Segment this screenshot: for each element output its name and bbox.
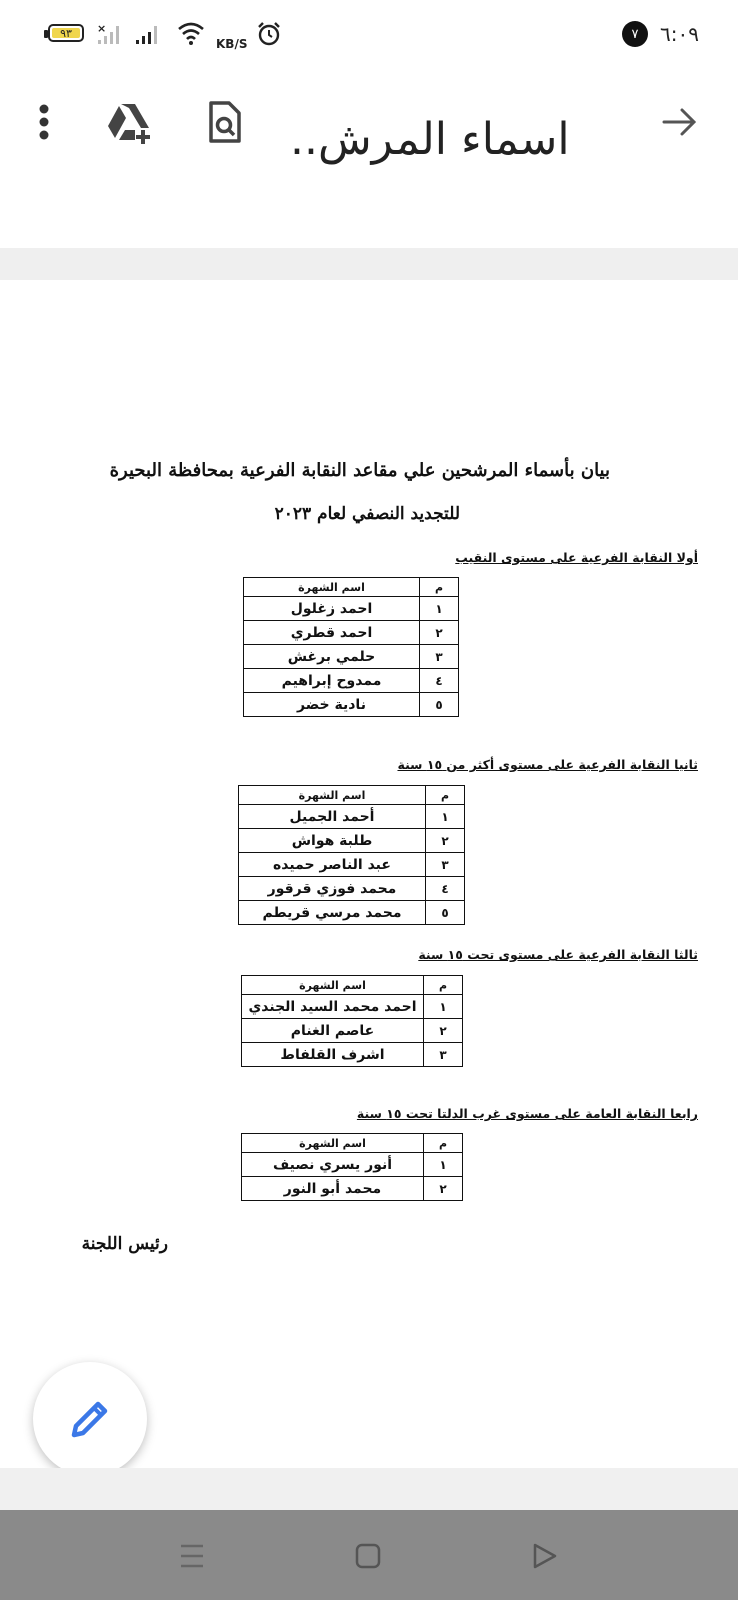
table-row bbox=[242, 1153, 463, 1177]
back-icon bbox=[529, 1541, 559, 1571]
toolbar-divider bbox=[0, 248, 738, 280]
candidates-table-2 bbox=[238, 785, 465, 925]
recent-apps-icon bbox=[177, 1541, 207, 1571]
alarm-icon bbox=[256, 21, 282, 47]
section-title-4: رابعا النقابة العامة على مستوى غرب الدلتا تحت ١٥ سنة bbox=[356, 1106, 698, 1121]
document-bottom-margin bbox=[0, 1468, 738, 1510]
candidates-table-4 bbox=[241, 1133, 463, 1201]
col-header-num: م bbox=[424, 1134, 463, 1153]
col-header-name: اسم الشهرة bbox=[242, 1134, 424, 1153]
table-row bbox=[242, 995, 463, 1019]
section-title-1: أولا النقابة الفرعية على مستوى النقيب bbox=[455, 550, 698, 565]
forward-button[interactable] bbox=[660, 104, 700, 140]
no-sim-signal-icon bbox=[96, 22, 126, 46]
table-header-row bbox=[239, 786, 465, 805]
status-bar bbox=[0, 0, 738, 66]
col-header-name: اسم الشهرة bbox=[242, 976, 424, 995]
row-num: ٣ bbox=[424, 1043, 463, 1067]
back-button[interactable] bbox=[520, 1532, 568, 1580]
candidate-name: احمد محمد السيد الجندي bbox=[242, 995, 424, 1019]
row-num: ٣ bbox=[420, 645, 459, 669]
row-num: ٤ bbox=[420, 669, 459, 693]
table-row bbox=[239, 853, 465, 877]
candidate-name: احمد زغلول bbox=[244, 597, 420, 621]
candidate-name: محمد مرسي قريطم bbox=[239, 901, 426, 925]
table-row bbox=[239, 901, 465, 925]
candidate-name: عبد الناصر حميده bbox=[239, 853, 426, 877]
battery-indicator bbox=[48, 24, 84, 42]
add-to-drive-button[interactable] bbox=[104, 98, 156, 146]
table-header-row bbox=[242, 1134, 463, 1153]
recent-apps-button[interactable] bbox=[168, 1532, 216, 1580]
col-header-num: م bbox=[424, 976, 463, 995]
committee-chair-signature: رئيس اللجنة bbox=[81, 1234, 168, 1254]
table-header-row bbox=[244, 578, 459, 597]
table-row bbox=[244, 693, 459, 717]
candidates-table-3 bbox=[241, 975, 463, 1067]
document-heading: بيان بأسماء المرشحين علي مقاعد النقابة الفرعية بمحافظة البحيرة bbox=[109, 460, 610, 481]
more-options-button[interactable] bbox=[28, 102, 60, 142]
col-header-num: م bbox=[420, 578, 459, 597]
table-row bbox=[244, 645, 459, 669]
edit-pencil-icon bbox=[68, 1397, 112, 1441]
table-row bbox=[242, 1177, 463, 1201]
row-num: ١ bbox=[424, 1153, 463, 1177]
edit-fab-button[interactable] bbox=[33, 1362, 147, 1476]
row-num: ٢ bbox=[420, 621, 459, 645]
forward-arrow-icon bbox=[662, 107, 698, 137]
wifi-icon bbox=[176, 20, 206, 46]
col-header-name: اسم الشهرة bbox=[244, 578, 420, 597]
home-icon bbox=[353, 1541, 383, 1571]
notification-count-badge: ٧ bbox=[622, 21, 648, 47]
add-to-drive-icon bbox=[105, 100, 155, 144]
battery-level: ٩٣ bbox=[60, 26, 72, 40]
candidate-name: عاصم الغنام bbox=[242, 1019, 424, 1043]
signal-icon bbox=[134, 22, 162, 46]
candidate-name: طلبة هواش bbox=[239, 829, 426, 853]
candidates-table-1 bbox=[243, 577, 459, 717]
candidate-name: أنور يسري نصيف bbox=[242, 1153, 424, 1177]
find-in-document-button[interactable] bbox=[206, 100, 244, 146]
candidate-name: ممدوح إبراهيم bbox=[244, 669, 420, 693]
row-num: ١ bbox=[424, 995, 463, 1019]
table-header-row bbox=[242, 976, 463, 995]
candidate-name: محمد فوزي قرقور bbox=[239, 877, 426, 901]
candidate-name: محمد أبو النور bbox=[242, 1177, 424, 1201]
network-speed-unit: KB/S bbox=[216, 37, 248, 51]
table-row bbox=[239, 805, 465, 829]
col-header-name: اسم الشهرة bbox=[239, 786, 426, 805]
row-num: ١ bbox=[420, 597, 459, 621]
candidate-name: حلمي برغش bbox=[244, 645, 420, 669]
table-row bbox=[244, 597, 459, 621]
col-header-num: م bbox=[426, 786, 465, 805]
table-row bbox=[239, 829, 465, 853]
candidate-name: احمد قطري bbox=[244, 621, 420, 645]
row-num: ٥ bbox=[420, 693, 459, 717]
table-row bbox=[242, 1043, 463, 1067]
more-vert-icon bbox=[37, 103, 51, 141]
search-doc-icon bbox=[207, 101, 243, 145]
row-num: ٢ bbox=[424, 1177, 463, 1201]
document-title: اسماء المرش.. bbox=[290, 114, 570, 165]
table-row bbox=[242, 1019, 463, 1043]
table-row bbox=[244, 669, 459, 693]
table-row bbox=[239, 877, 465, 901]
section-title-3: ثالثا النقابة الفرعية على مستوى تحت ١٥ سنة bbox=[418, 947, 698, 962]
clock: ٦:٠٩ bbox=[660, 22, 699, 46]
svg-text:×: × bbox=[97, 22, 107, 35]
row-num: ٥ bbox=[426, 901, 465, 925]
row-num: ٣ bbox=[426, 853, 465, 877]
row-num: ١ bbox=[426, 805, 465, 829]
row-num: ٤ bbox=[426, 877, 465, 901]
candidate-name: نادية خضر bbox=[244, 693, 420, 717]
system-nav-bar bbox=[0, 1510, 738, 1600]
section-title-2: ثانيا النقابة الفرعية على مستوى أكثر من ١٥ سنة bbox=[397, 757, 698, 772]
document-subheading: للتجديد النصفي لعام ٢٠٢٣ bbox=[274, 504, 460, 524]
row-num: ٢ bbox=[424, 1019, 463, 1043]
candidate-name: أحمد الجميل bbox=[239, 805, 426, 829]
home-button[interactable] bbox=[344, 1532, 392, 1580]
table-row bbox=[244, 621, 459, 645]
candidate-name: اشرف القلفاط bbox=[242, 1043, 424, 1067]
row-num: ٢ bbox=[426, 829, 465, 853]
